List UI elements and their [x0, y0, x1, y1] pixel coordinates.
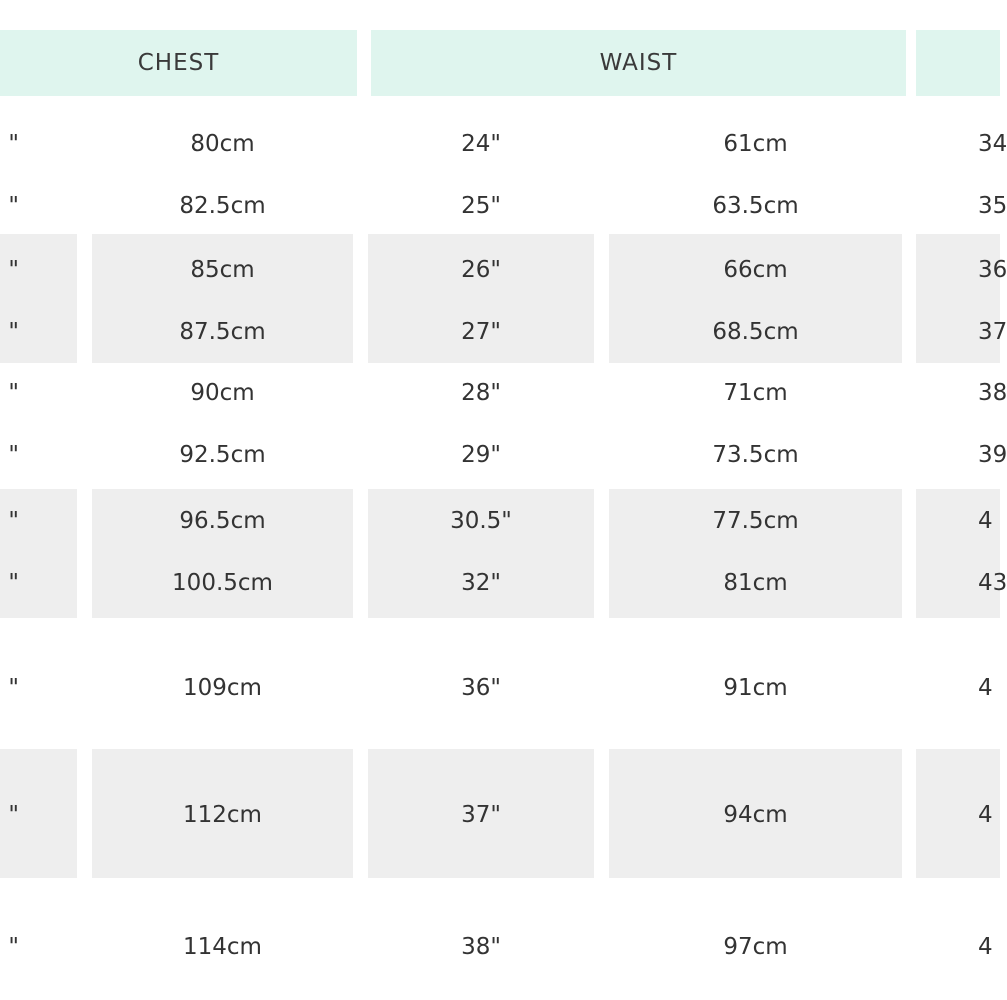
chest-inches-cell: "	[8, 570, 19, 596]
chest-cm-cell: 114cm	[183, 934, 262, 960]
waist-inches-cell: 26"	[461, 257, 501, 283]
next-column-cell: 43	[978, 570, 1007, 596]
waist-inches-cell: 36"	[461, 675, 501, 701]
waist-cm-cell: 97cm	[723, 934, 788, 960]
chest-cm-cell: 82.5cm	[179, 193, 266, 219]
chest-cm-cell: 96.5cm	[179, 508, 266, 534]
waist-header: WAIST	[371, 30, 906, 96]
next-column-cell: 39	[978, 442, 1007, 468]
next-column-cell: 4	[978, 508, 993, 534]
waist-inches-cell: 28"	[461, 380, 501, 406]
next-column-cell: 4	[978, 675, 993, 701]
waist-cm-cell: 71cm	[723, 380, 788, 406]
waist-inches-cell: 24"	[461, 131, 501, 157]
chest-inches-cell: "	[8, 934, 19, 960]
next-column-cell: 4	[978, 934, 993, 960]
waist-cm-cell: 63.5cm	[712, 193, 799, 219]
chest-inches-cell: "	[8, 442, 19, 468]
chest-inches-cell: "	[8, 508, 19, 534]
next-column-cell: 37	[978, 319, 1007, 345]
chest-cm-cell: 85cm	[190, 257, 255, 283]
waist-inches-cell: 30.5"	[450, 508, 512, 534]
waist-cm-cell: 94cm	[723, 802, 788, 828]
next-column-cell: 34	[978, 131, 1007, 157]
waist-cm-cell: 73.5cm	[712, 442, 799, 468]
chest-inches-cell: "	[8, 193, 19, 219]
waist-inches-cell: 25"	[461, 193, 501, 219]
waist-cm-cell: 68.5cm	[712, 319, 799, 345]
waist-cm-cell: 77.5cm	[712, 508, 799, 534]
chest-cm-cell: 100.5cm	[172, 570, 273, 596]
chest-inches-cell: "	[8, 257, 19, 283]
next-column-cell: 36	[978, 257, 1007, 283]
waist-cm-cell: 66cm	[723, 257, 788, 283]
waist-inches-cell: 32"	[461, 570, 501, 596]
waist-inches-cell: 37"	[461, 802, 501, 828]
waist-inches-cell: 38"	[461, 934, 501, 960]
next-column-cell: 35	[978, 193, 1007, 219]
next-column-cell: 38	[978, 380, 1007, 406]
next-column-cell: 4	[978, 802, 993, 828]
waist-cm-cell: 61cm	[723, 131, 788, 157]
chest-inches-cell: "	[8, 675, 19, 701]
chest-header: CHEST	[0, 30, 357, 96]
waist-inches-cell: 29"	[461, 442, 501, 468]
chest-cm-cell: 92.5cm	[179, 442, 266, 468]
waist-inches-cell: 27"	[461, 319, 501, 345]
chest-cm-cell: 109cm	[183, 675, 262, 701]
chest-inches-cell: "	[8, 380, 19, 406]
chest-cm-cell: 112cm	[183, 802, 262, 828]
chest-inches-cell: "	[8, 131, 19, 157]
chest-cm-cell: 80cm	[190, 131, 255, 157]
chest-cm-cell: 87.5cm	[179, 319, 266, 345]
waist-cm-cell: 91cm	[723, 675, 788, 701]
waist-cm-cell: 81cm	[723, 570, 788, 596]
chest-inches-cell: "	[8, 802, 19, 828]
chest-inches-cell: "	[8, 319, 19, 345]
chest-cm-cell: 90cm	[190, 380, 255, 406]
next-column-header	[916, 30, 1000, 96]
